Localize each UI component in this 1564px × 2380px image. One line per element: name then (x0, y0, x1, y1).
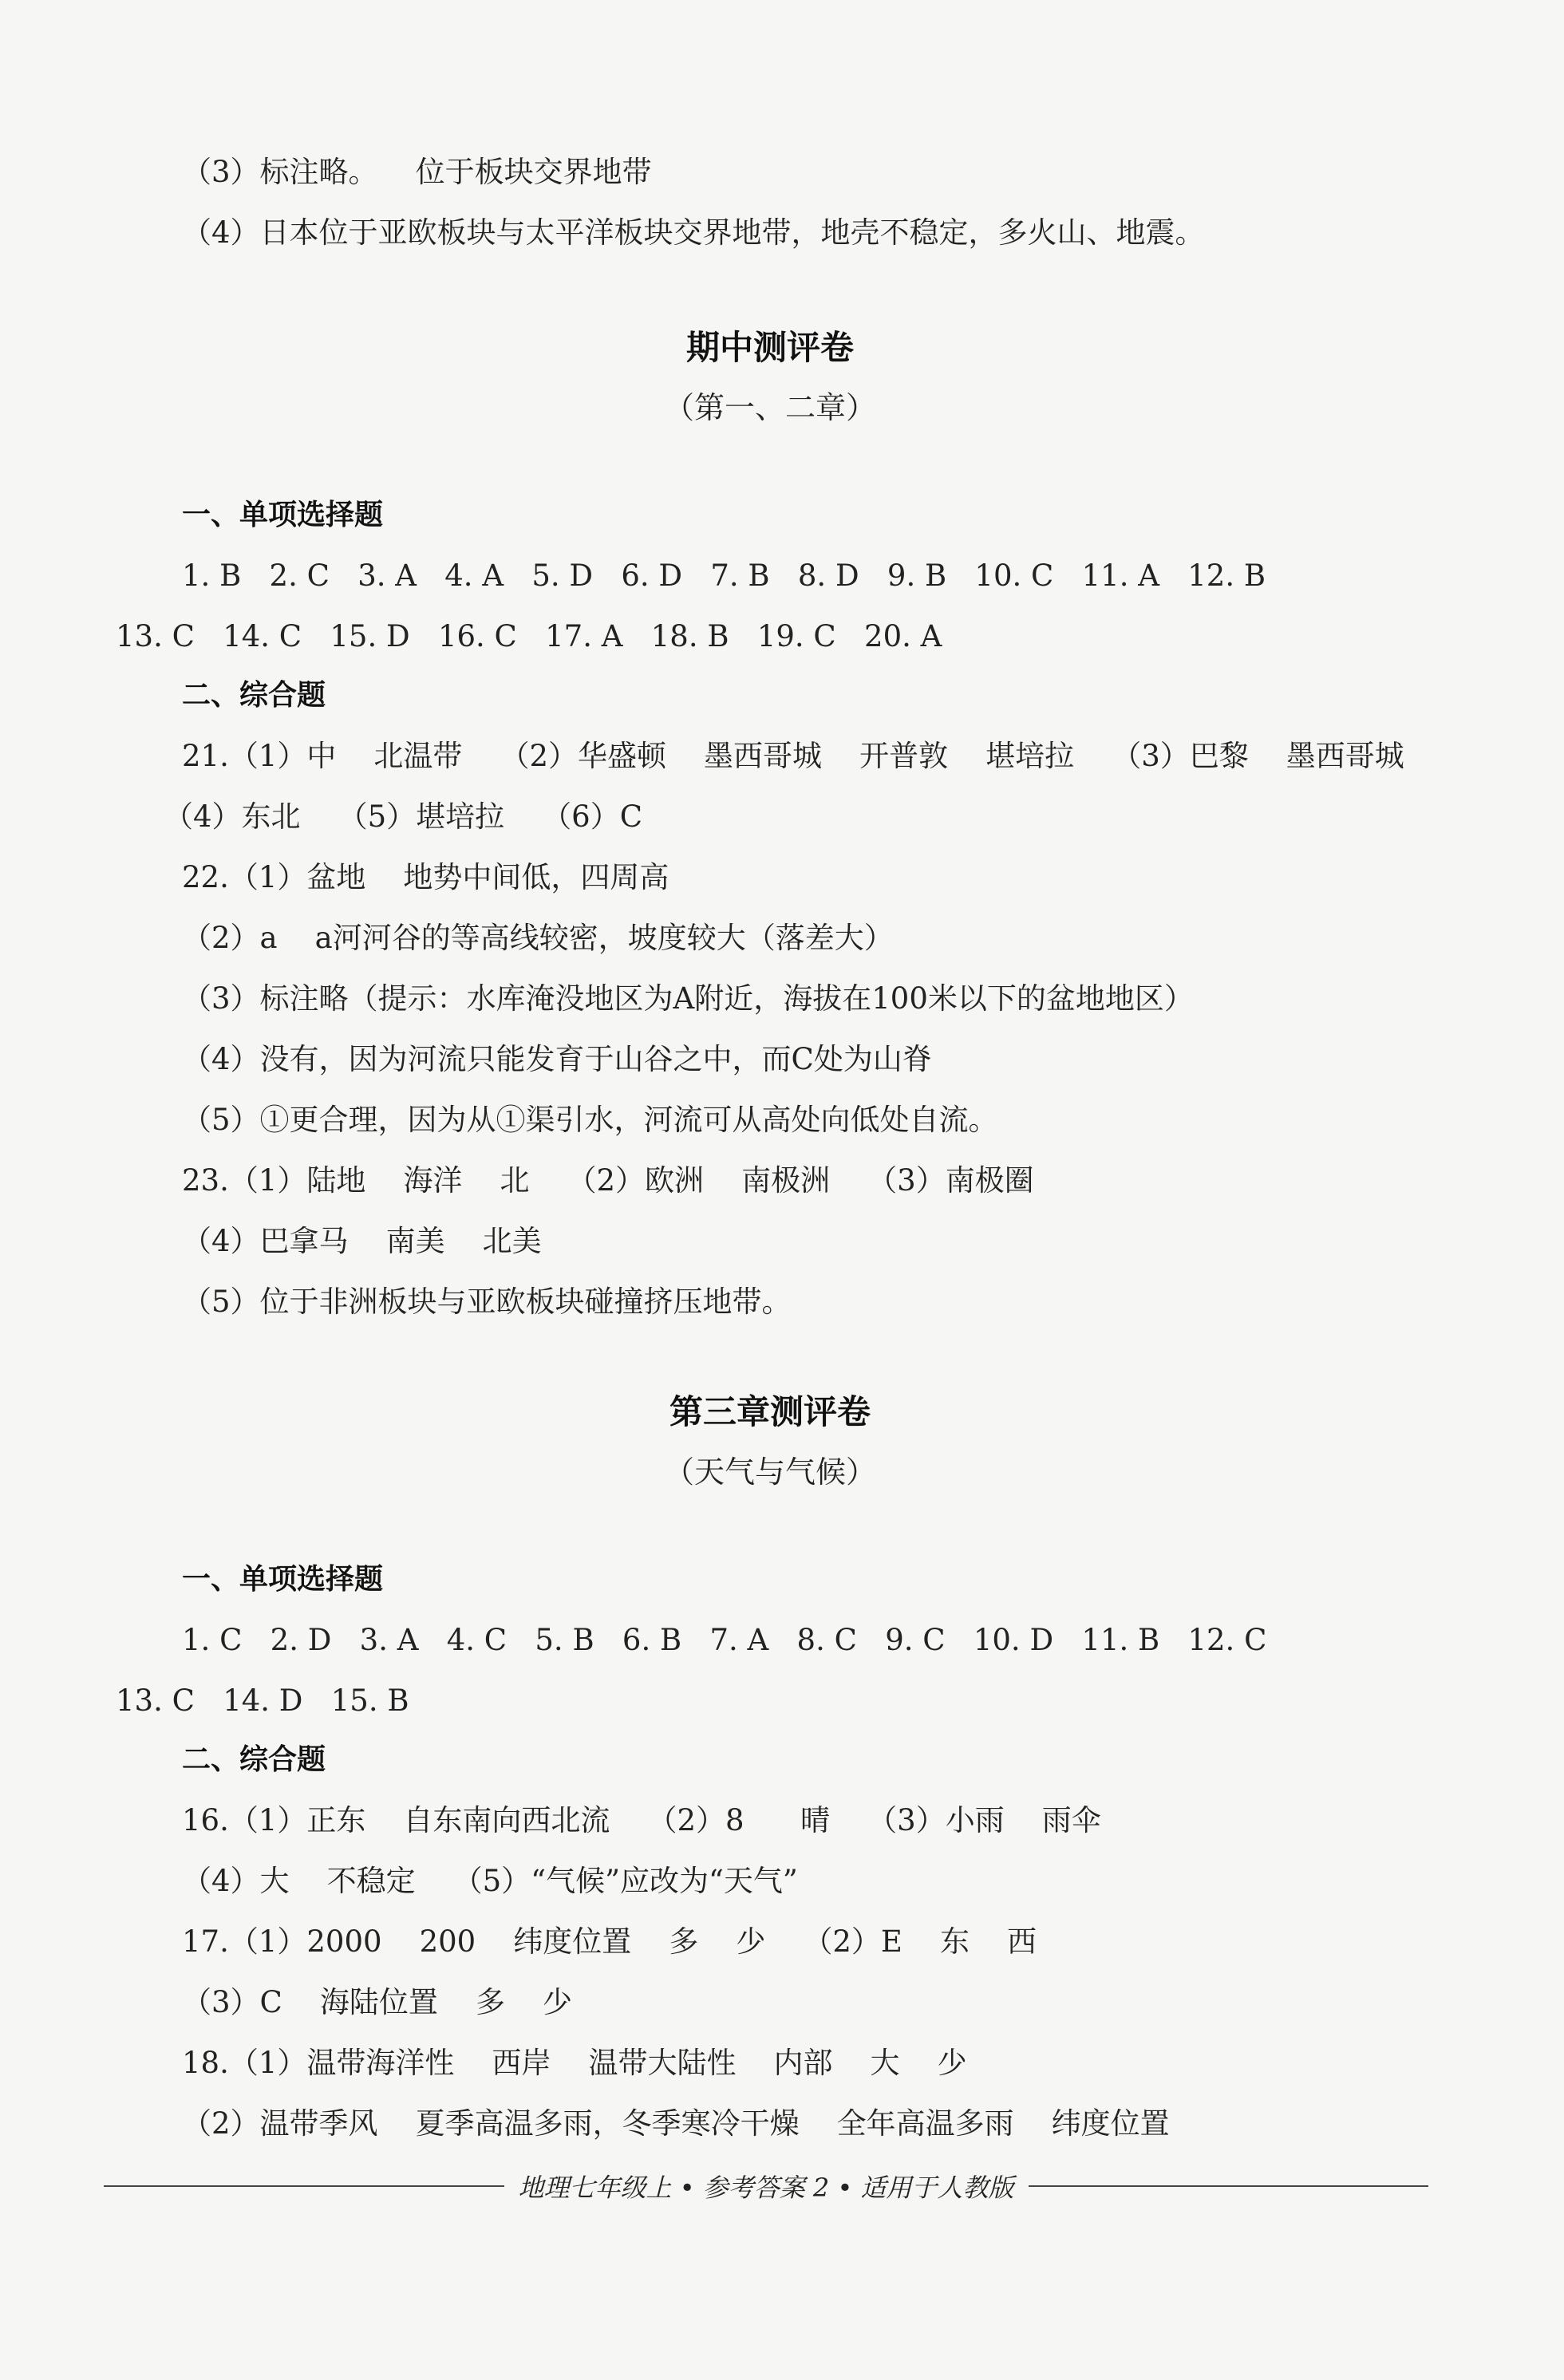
midterm-section2-heading: 二、综合题 (182, 679, 326, 712)
chapter3-answers-line2: 13. C 14. D 15. B (116, 1683, 409, 1718)
chapter3-subtitle: （天气与气候） (663, 1454, 876, 1490)
midterm-q21-line1: 21.（1）中 北温带 （2）华盛顿 墨西哥城 开普敦 堪培拉 （3）巴黎 墨西哥城 (182, 739, 1404, 773)
top-answer-line-4: （4）日本位于亚欧板块与太平洋板块交界地带，地壳不稳定，多火山、地震。 (182, 215, 1205, 250)
chapter3-q18-line1: 18.（1）温带海洋性 西岸 温带大陆性 内部 大 少 (182, 2046, 967, 2080)
chapter3-q18-line2: （2）温带季风 夏季高温多雨，冬季寒冷干燥 全年高温多雨 纬度位置 (182, 2106, 1170, 2141)
chapter3-q17-line2: （3）C 海陆位置 多 少 (182, 1985, 572, 2019)
page-footer (104, 2166, 1428, 2206)
midterm-answers-line2: 13. C 14. C 15. D 16. C 17. A 18. B 19. C 20. A (116, 619, 942, 653)
chapter3-title: 第三章测评卷 (669, 1392, 871, 1431)
midterm-q23-line2: （4）巴拿马 南美 北美 (182, 1224, 542, 1258)
midterm-q23-line3: （5）位于非洲板块与亚欧板块碰撞挤压地带。 (182, 1285, 792, 1319)
top-answer-line-3: （3）标注略。 位于板块交界地带 (182, 155, 652, 189)
midterm-title: 期中测评卷 (685, 328, 854, 367)
footer-text: 地理七年级上 • 参考答案 2 • 适用于人教版 (518, 2173, 1014, 2203)
midterm-q22-line4: （4）没有，因为河流只能发育于山谷之中，而C处为山脊 (182, 1042, 932, 1076)
midterm-q23-line1: 23.（1）陆地 海洋 北 （2）欧洲 南极洲 （3）南极圈 (182, 1163, 1034, 1198)
chapter3-q16-line2: （4）大 不稳定 （5）“气候”应改为“天气” (182, 1864, 798, 1898)
footer-rule-right (1029, 2185, 1429, 2187)
chapter3-q16-line1: 16.（1）正东 自东南向西北流 （2）8 晴 （3）小雨 雨伞 (182, 1803, 1101, 1837)
midterm-q22-line3: （3）标注略（提示：水库淹没地区为A附近，海拔在100米以下的盆地地区） (182, 981, 1194, 1016)
midterm-subtitle: （第一、二章） (663, 390, 876, 425)
midterm-q22-line5: （5）①更合理，因为从①渠引水，河流可从高处向低处自流。 (182, 1103, 998, 1137)
midterm-answers-line1: 1. B 2. C 3. A 4. A 5. D 6. D 7. B 8. D 9. B 10. C 11. A 12. B (182, 558, 1266, 593)
chapter3-section1-heading: 一、单项选择题 (182, 1563, 384, 1596)
chapter3-section2-heading: 二、综合题 (182, 1743, 326, 1776)
footer-rule-left (104, 2185, 504, 2187)
midterm-q21-line2: （4）东北 （5）堪培拉 （6）C (164, 799, 643, 834)
midterm-q22-line2: （2）a a河河谷的等高线较密，坡度较大（落差大） (182, 921, 894, 955)
midterm-section1-heading: 一、单项选择题 (182, 499, 384, 531)
chapter3-q17-line1: 17.（1）2000 200 纬度位置 多 少 （2）E 东 西 (182, 1924, 1037, 1959)
midterm-q22-line1: 22.（1）盆地 地势中间低，四周高 (182, 860, 669, 894)
chapter3-answers-line1: 1. C 2. D 3. A 4. C 5. B 6. B 7. A 8. C 9. C 10. D 11. B 12. C (182, 1623, 1267, 1657)
